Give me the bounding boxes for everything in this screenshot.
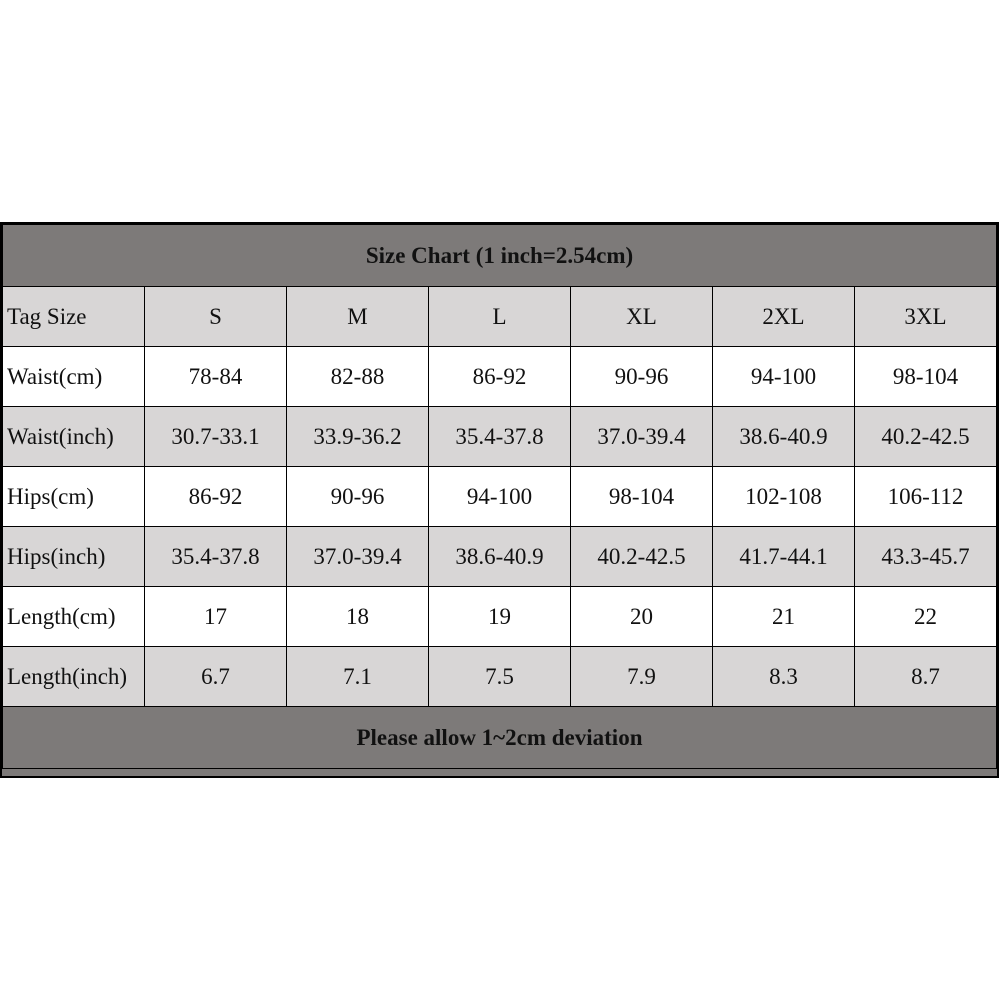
table-cell: 35.4-37.8: [429, 407, 571, 467]
title-row: [3, 225, 997, 287]
table-row: [3, 647, 997, 707]
table-cell: 98-104: [855, 347, 997, 407]
table-cell: 33.9-36.2: [287, 407, 429, 467]
footer-row: [3, 707, 997, 769]
row-label: Length(inch): [3, 647, 145, 707]
size-header-s: S: [145, 287, 287, 347]
size-header-3xl: 3XL: [855, 287, 997, 347]
table-cell: 37.0-39.4: [571, 407, 713, 467]
table-cell: 38.6-40.9: [713, 407, 855, 467]
table-cell: 40.2-42.5: [855, 407, 997, 467]
table-cell: 8.7: [855, 647, 997, 707]
table-cell: 41.7-44.1: [713, 527, 855, 587]
table-cell: 21: [713, 587, 855, 647]
table-row: [3, 587, 997, 647]
table-cell: 98-104: [571, 467, 713, 527]
table-cell: 82-88: [287, 347, 429, 407]
table-cell: 19: [429, 587, 571, 647]
table-cell: 20: [571, 587, 713, 647]
table-cell: 38.6-40.9: [429, 527, 571, 587]
size-header-2xl: 2XL: [713, 287, 855, 347]
header-row: [3, 287, 997, 347]
table-cell: 18: [287, 587, 429, 647]
row-label: Length(cm): [3, 587, 145, 647]
table-row: [3, 527, 997, 587]
table-cell: 40.2-42.5: [571, 527, 713, 587]
table-cell: 94-100: [713, 347, 855, 407]
table-cell: 78-84: [145, 347, 287, 407]
header-label: Tag Size: [3, 287, 145, 347]
size-chart: [0, 222, 999, 778]
chart-title: Size Chart (1 inch=2.54cm): [3, 225, 997, 287]
table-cell: 7.5: [429, 647, 571, 707]
table-cell: 43.3-45.7: [855, 527, 997, 587]
row-label: Waist(cm): [3, 347, 145, 407]
table-cell: 86-92: [429, 347, 571, 407]
row-label: Hips(cm): [3, 467, 145, 527]
table-cell: 22: [855, 587, 997, 647]
row-label: Waist(inch): [3, 407, 145, 467]
size-table: [2, 224, 997, 769]
table-row: [3, 467, 997, 527]
table-cell: 90-96: [287, 467, 429, 527]
deviation-note: Please allow 1~2cm deviation: [3, 707, 997, 769]
table-cell: 30.7-33.1: [145, 407, 287, 467]
table-cell: 17: [145, 587, 287, 647]
size-header-l: L: [429, 287, 571, 347]
table-cell: 35.4-37.8: [145, 527, 287, 587]
table-cell: 86-92: [145, 467, 287, 527]
table-cell: 102-108: [713, 467, 855, 527]
size-header-xl: XL: [571, 287, 713, 347]
table-row: [3, 347, 997, 407]
table-cell: 90-96: [571, 347, 713, 407]
table-cell: 37.0-39.4: [287, 527, 429, 587]
table-cell: 6.7: [145, 647, 287, 707]
table-row: [3, 407, 997, 467]
row-label: Hips(inch): [3, 527, 145, 587]
table-cell: 94-100: [429, 467, 571, 527]
size-header-m: M: [287, 287, 429, 347]
table-cell: 106-112: [855, 467, 997, 527]
table-cell: 7.1: [287, 647, 429, 707]
table-cell: 7.9: [571, 647, 713, 707]
table-cell: 8.3: [713, 647, 855, 707]
